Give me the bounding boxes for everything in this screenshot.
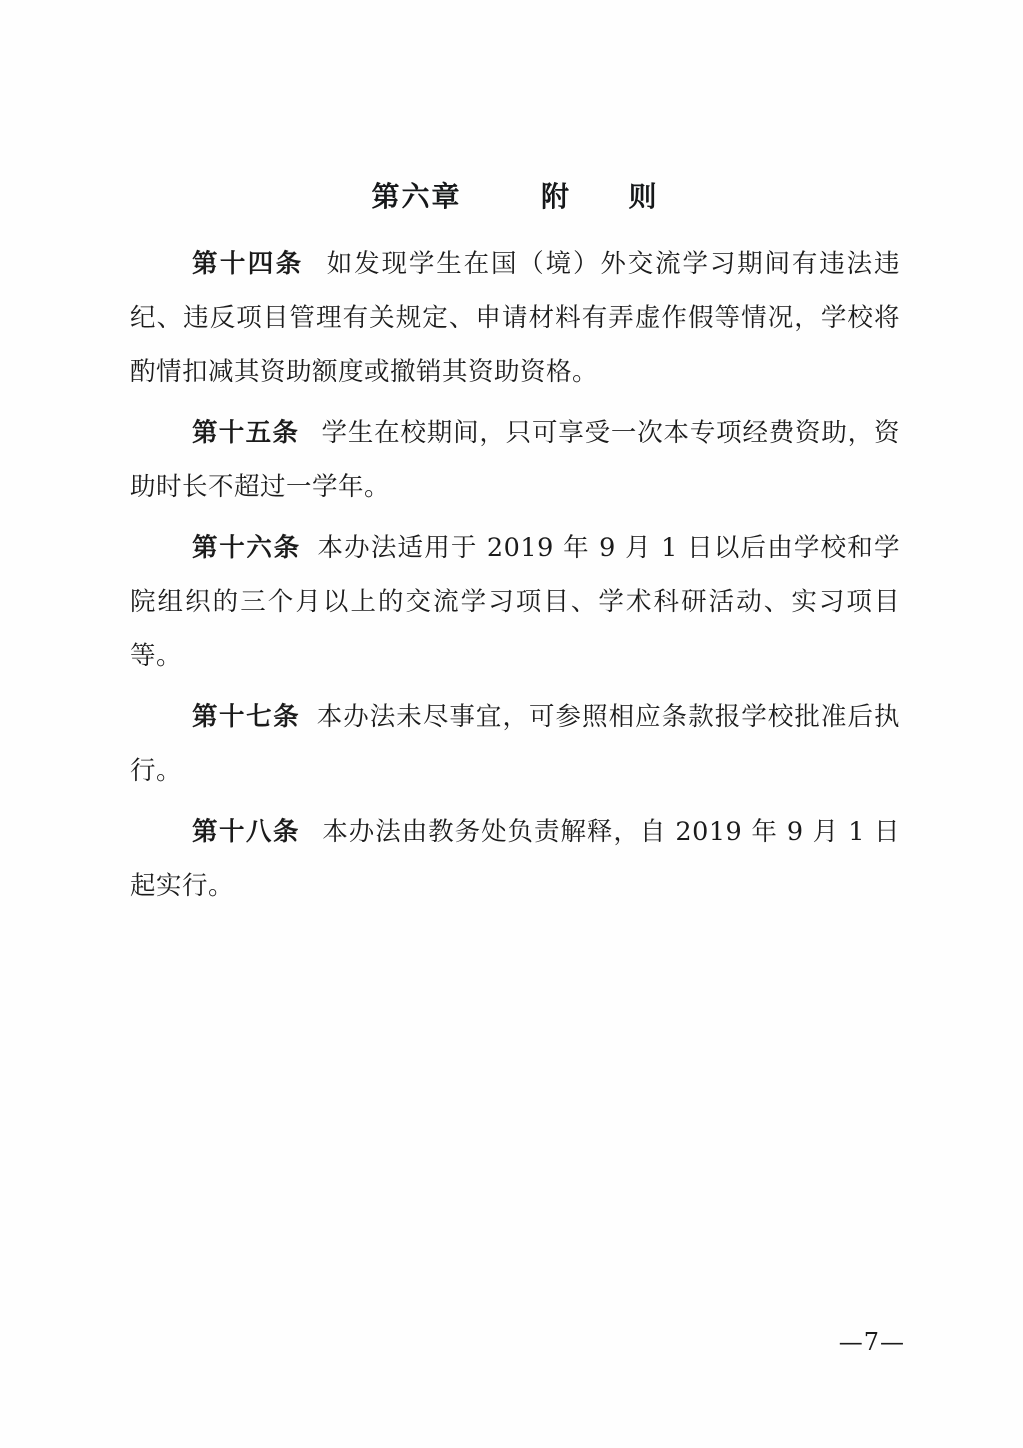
chapter-heading-number: 第六章 [371,180,462,213]
article-label-18: 第十八条 [192,817,300,847]
chapter-heading-word2: 则 [628,180,659,213]
document-body [130,175,900,920]
chapter-heading [130,175,900,215]
chapter-heading-word1: 附 [540,180,571,213]
article-label-16: 第十六条 [192,533,301,563]
article-text-15: 学生在校期间，只可享受一次本专项经费资助，资助时长不超过一学年。 [130,418,900,502]
article-paragraph-18 [130,805,900,913]
article-paragraph-14 [130,237,900,399]
page-number: —7— [838,1328,905,1356]
article-label-17: 第十七条 [192,702,301,732]
article-text-16: 本办法适用于 2019 年 9 月 1 日以后由学校和学院组织的三个月以上的交流学习项目、学术科研活动、实习项目等。 [130,533,900,671]
article-text-17: 本办法未尽事宜，可参照相应条款报学校批准后执行。 [130,702,900,786]
article-paragraph-17 [130,690,900,798]
article-paragraph-15 [130,406,900,514]
article-text-18: 本办法由教务处负责解释，自 2019 年 9 月 1 日起实行。 [130,817,900,901]
article-text-14: 如发现学生在国（境）外交流学习期间有违法违纪、违反项目管理有关规定、申请材料有弄虚作假等情况，学校将酌情扣减其资助额度或撤销其资助资格。 [130,249,900,387]
article-paragraph-16 [130,521,900,683]
article-label-15: 第十五条 [192,418,300,448]
article-label-14: 第十四条 [192,249,304,279]
